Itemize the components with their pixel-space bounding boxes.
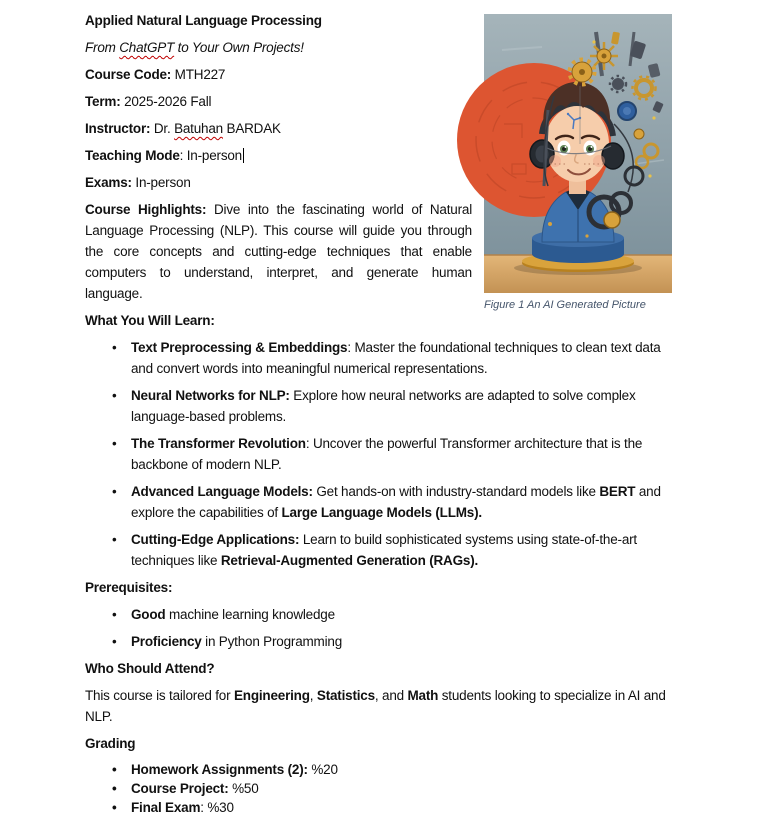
- prerequisites-list: [85, 604, 672, 652]
- list-item: • Cutting-Edge Applications: Learn to build sophisticated systems using state-of-the-art techniques like Retrieval-Augmented Generation (RAGs).: [131, 529, 672, 571]
- list-item: • Final Exam: %30: [131, 798, 672, 817]
- list-item: • Good machine learning knowledge: [131, 604, 672, 625]
- list-item: • Proficiency in Python Programming: [131, 631, 672, 652]
- list-item: • Advanced Language Models: Get hands-on with industry-standard models like BERT and explore the capabilities of Large Language Models (LLMs).: [131, 481, 672, 523]
- course-highlights-paragraph: Course Highlights: Dive into the fascinating world of Natural Language Processing (NLP). This course will guide you through the core concepts and cutting-edge techniques that enable computers to understand, interpret, and generate human language.: [85, 202, 472, 301]
- text-cursor: [243, 148, 244, 163]
- term-line: Term: 2025-2026 Fall: [85, 94, 212, 109]
- list-item: • Neural Networks for NLP: Explore how neural networks are adapted to solve complex language-based problems.: [131, 385, 672, 427]
- teaching-mode-line: Teaching Mode: In-person: [85, 148, 242, 163]
- who-should-attend-heading: Who Should Attend?: [85, 661, 215, 676]
- course-code-line: Course Code: MTH227: [85, 67, 226, 82]
- list-item: • Text Preprocessing & Embeddings: Master the foundational techniques to clean text data and convert words into meaningful numerical representations.: [131, 337, 672, 379]
- grading-list: [85, 760, 672, 817]
- instructor-line: Instructor: Dr. Batuhan BARDAK: [85, 121, 281, 136]
- doc-title: Applied Natural Language Processing: [85, 13, 322, 28]
- exams-line: Exams: In-person: [85, 175, 191, 190]
- figure-caption: Figure 1 An AI Generated Picture: [484, 299, 646, 311]
- figure-image[interactable]: [484, 14, 672, 293]
- learn-list: [85, 337, 672, 571]
- who-should-attend-paragraph: This course is tailored for Engineering, Statistics, and Math students looking to specialize in AI and NLP.: [85, 688, 666, 724]
- figure: [484, 14, 672, 312]
- list-item: • The Transformer Revolution: Uncover the powerful Transformer architecture that is the backbone of modern NLP.: [131, 433, 672, 475]
- prerequisites-heading: Prerequisites:: [85, 580, 173, 595]
- grading-heading: Grading: [85, 736, 136, 751]
- what-you-will-learn-heading: What You Will Learn:: [85, 313, 215, 328]
- list-item: • Homework Assignments (2): %20: [131, 760, 672, 779]
- doc-subtitle: From ChatGPT to Your Own Projects!: [85, 40, 304, 55]
- list-item: • Course Project: %50: [131, 779, 672, 798]
